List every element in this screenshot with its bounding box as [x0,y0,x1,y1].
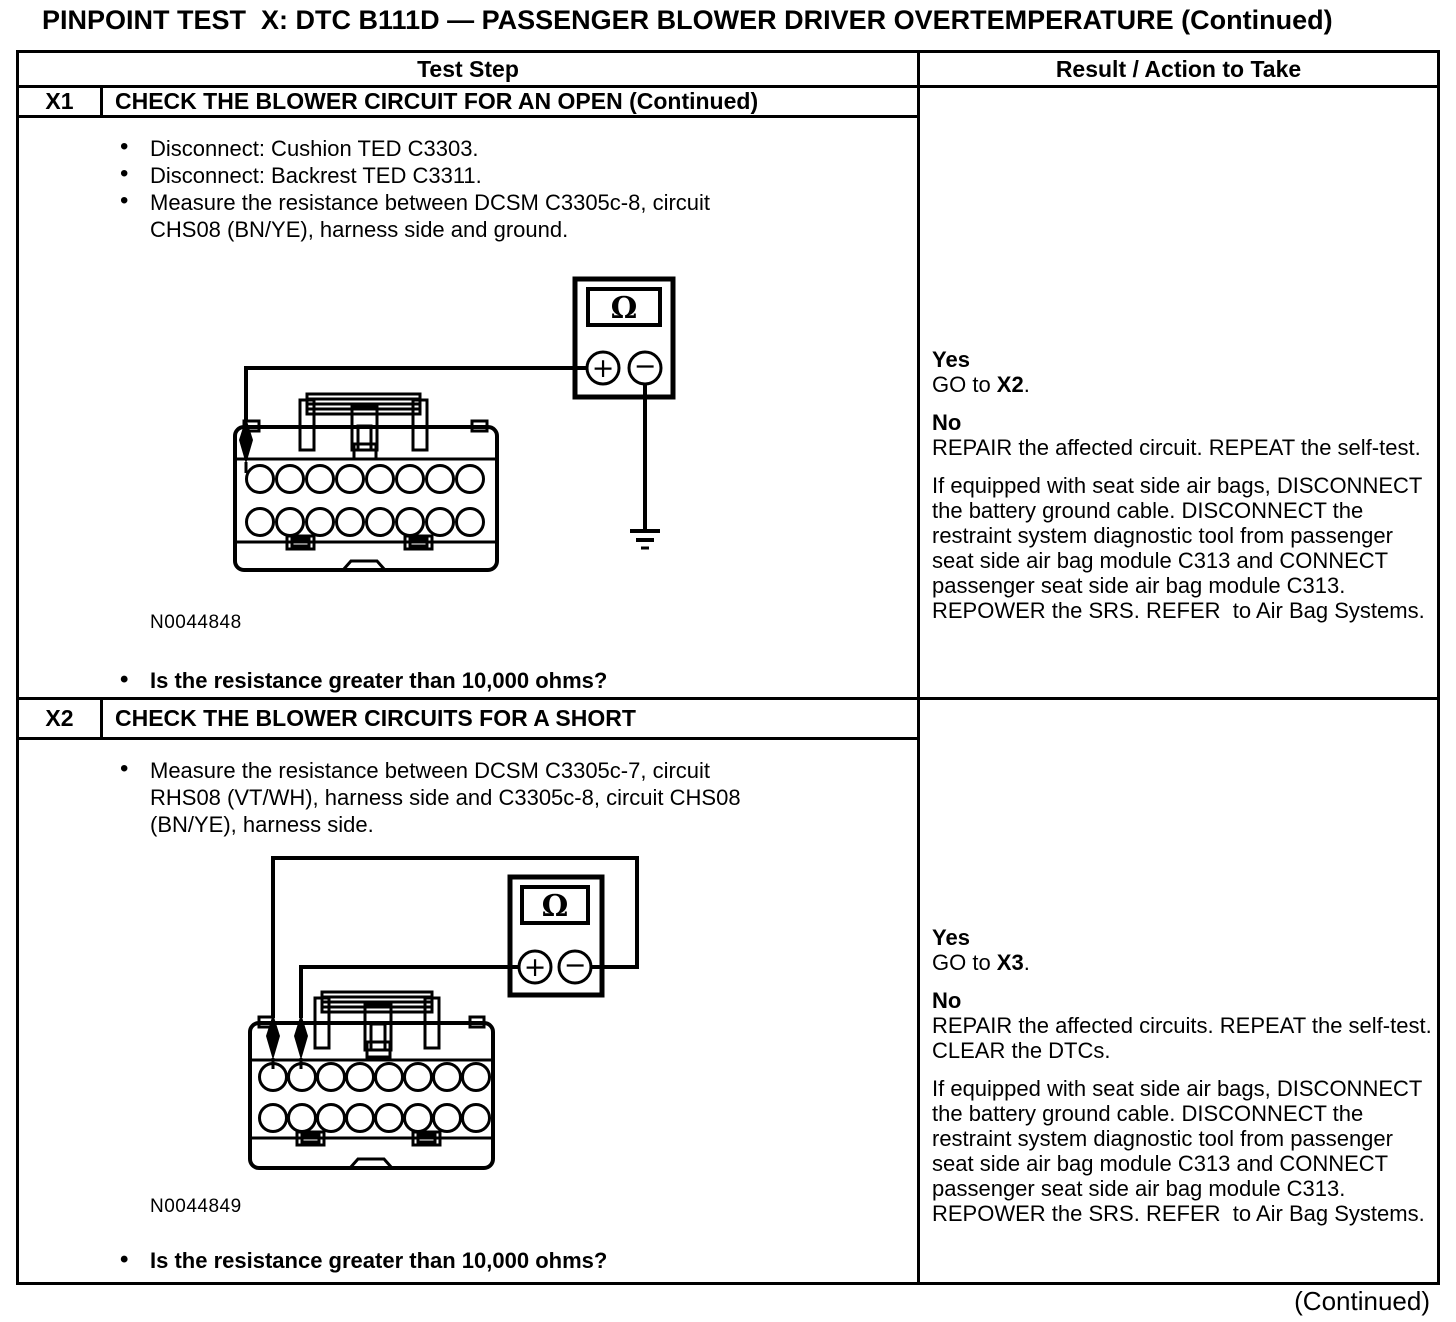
bullet-icon: • [120,160,129,187]
instruction-text: Disconnect: Backrest TED C3311. [150,163,482,188]
step-body-x1 [19,118,917,697]
bullet-icon: • [120,133,129,160]
plus-sign: + [591,353,615,384]
connector-body [250,992,493,1168]
figure-label: N0044849 [150,1196,242,1217]
ohmmeter [510,877,602,995]
yes-label: Yes [932,925,970,950]
plus-sign: + [523,952,547,983]
connector-body [235,394,497,570]
column-header-test-step: Test Step [417,55,519,82]
list-item [118,189,773,243]
bullet-icon: • [120,755,129,782]
column-header-result: Result / Action to Take [1055,55,1302,82]
no-action: REPAIR the affected circuit. REPEAT the self-test. [932,435,1421,460]
no-action: REPAIR the affected circuits. REPEAT the self-test. CLEAR the DTCs. [932,1013,1432,1063]
step-id-x1: X1 [45,88,74,114]
x1-instruction-list [118,135,773,243]
page-title: PINPOINT TEST X: DTC B111D — PASSENGER BLOWER DRIVER OVERTEMPERATURE (Continued) [42,5,1333,35]
step-title-x2: CHECK THE BLOWER CIRCUITS FOR A SHORT [115,705,636,731]
pinpoint-test-table [16,50,1440,1285]
ohmmeter-measurement-diagram [245,850,655,1180]
instruction-text: Measure the resistance between DCSM C3305c-7, circuit RHS08 (VT/WH), harness side and C3305c-8, circuit CHS08 (BN/YE), harness side. [150,758,741,837]
ohmmeter-measurement-diagram [225,272,685,577]
air-bag-note: If equipped with seat side air bags, DISCONNECT the battery ground cable. DISCONNECT the restraint system diagnostic tool from passenger seat side air bag module C313 and CONNECT passenger seat side air bag module C313. REPOWER the SRS. REFER to Air Bag Systems. [932,473,1429,623]
step-id-x2: X2 [45,705,74,731]
x2-label-divider-line [100,697,103,740]
no-label: No [932,410,962,435]
ohm-symbol: Ω [610,291,638,326]
connector-pins [247,466,484,536]
connector-pins [260,1064,490,1132]
yes-action: GO to X2. [932,372,1030,397]
x2-result-cell [920,700,1437,1282]
question-text: Is the resistance greater than 10,000 ohms? [150,1248,608,1273]
step-title-x1: CHECK THE BLOWER CIRCUIT FOR AN OPEN (Continued) [115,88,759,114]
yes-action: GO to X3. [932,950,1030,975]
no-label: No [932,988,962,1013]
bullet-icon: • [120,666,129,693]
ohmmeter [575,279,673,397]
list-item [118,162,773,189]
air-bag-note: If equipped with seat side air bags, DISCONNECT the battery ground cable. DISCONNECT the restraint system diagnostic tool from passenger seat side air bag module C313 and CONNECT passenger seat side air bag module C313. REPOWER the SRS. REFER to Air Bag Systems. [932,1076,1429,1226]
step-body-x2 [19,740,917,1282]
goto-target: X2 [996,372,1024,397]
minus-sign: − [563,950,587,981]
question-text: Is the resistance greater than 10,000 ohms? [150,668,608,693]
instruction-text: Disconnect: Cushion TED C3303. [150,136,479,161]
x2-instruction-list [118,757,773,838]
list-item [118,135,773,162]
minus-sign: − [633,351,657,382]
x1-result-cell [920,85,1437,697]
goto-target: X3 [996,950,1024,975]
ohm-symbol: Ω [541,889,569,924]
instruction-text: Measure the resistance between DCSM C3305c-8, circuit CHS08 (BN/YE), harness side and ground. [150,190,711,242]
yes-label: Yes [932,347,970,372]
x2-question [118,1248,818,1274]
list-item [118,757,773,838]
x1-label-divider-line [100,85,103,118]
bullet-icon: • [120,1246,129,1273]
bullet-icon: • [120,187,129,214]
ground-symbol [630,531,660,548]
x1-question [118,668,818,694]
figure-label: N0044848 [150,612,242,633]
continued-note: (Continued) [1294,1286,1430,1316]
